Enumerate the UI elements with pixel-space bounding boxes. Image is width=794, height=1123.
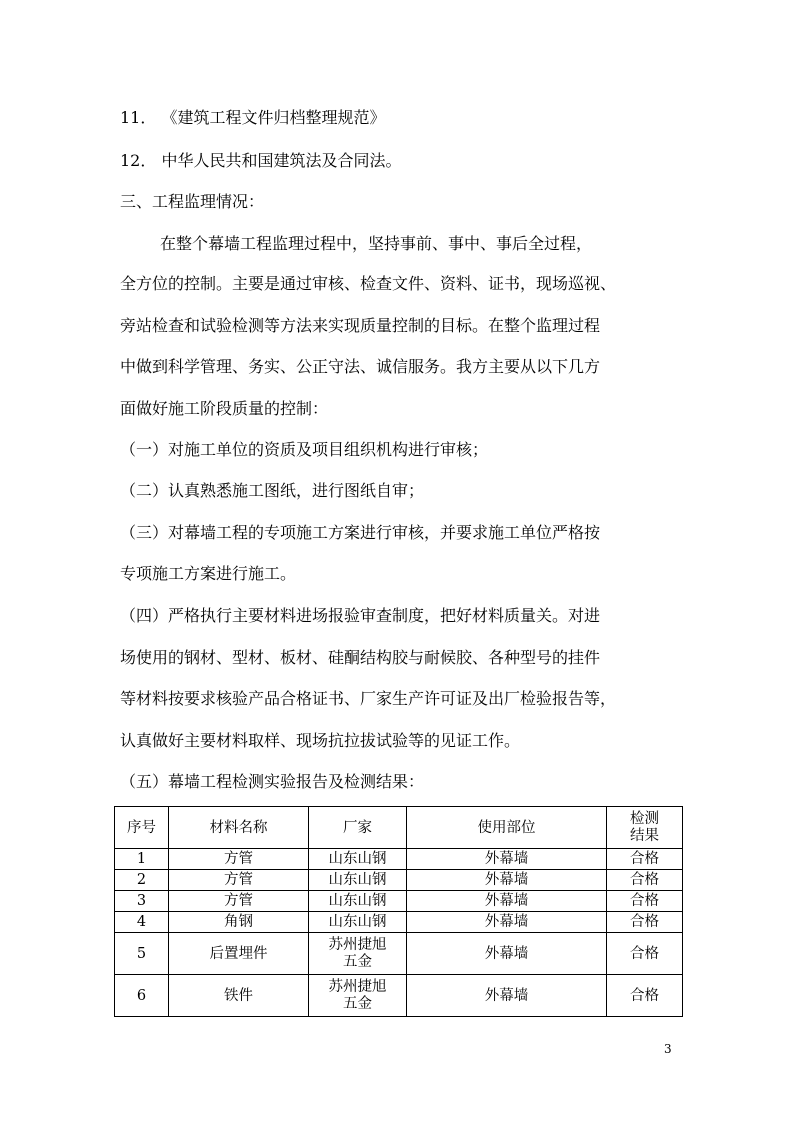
text-line-9: （一）对施工单位的资质及项目组织机构进行审核； <box>120 440 489 459</box>
cell-location: 外幕墙 <box>407 870 607 891</box>
text-line-17: （五）幕墙工程检测实验报告及检测结果： <box>120 772 425 791</box>
cell-manufacturer: 山东山钢 <box>309 870 407 891</box>
cell-location: 外幕墙 <box>407 975 607 1017</box>
text-line-4: 在整个幕墙工程监理过程中，坚持事前、事中、事后全过程， <box>160 234 593 253</box>
cell-manufacturer: 苏州捷旭五金 <box>309 933 407 975</box>
text-line-8: 面做好施工阶段质量的控制： <box>120 399 329 418</box>
cell-material: 角钢 <box>169 912 309 933</box>
text-line-12: 专项施工方案进行施工。 <box>120 564 297 583</box>
cell-location: 外幕墙 <box>407 912 607 933</box>
cell-material: 铁件 <box>169 975 309 1017</box>
cell-location: 外幕墙 <box>407 933 607 975</box>
cell-index: 2 <box>115 870 169 891</box>
cell-index: 3 <box>115 891 169 912</box>
cell-material: 方管 <box>169 870 309 891</box>
table-row <box>115 933 683 975</box>
cell-manufacturer: 苏州捷旭五金 <box>309 975 407 1017</box>
cell-result: 合格 <box>607 933 683 975</box>
cell-result: 合格 <box>607 912 683 933</box>
cell-index: 6 <box>115 975 169 1017</box>
cell-manufacturer: 山东山钢 <box>309 849 407 870</box>
cell-result: 合格 <box>607 891 683 912</box>
table-row <box>115 870 683 891</box>
cell-material: 后置埋件 <box>169 933 309 975</box>
section-heading: 三、工程监理情况： <box>120 192 265 211</box>
page-number: 3 <box>664 1042 672 1056</box>
text-line-1: 11． 《建筑工程文件归档整理规范》 <box>120 108 386 127</box>
cell-result: 合格 <box>607 849 683 870</box>
cell-material: 方管 <box>169 849 309 870</box>
table-row <box>115 912 683 933</box>
cell-material: 方管 <box>169 891 309 912</box>
cell-location: 外幕墙 <box>407 849 607 870</box>
header-cell-material: 材料名称 <box>169 807 309 849</box>
text-line-13: （四）严格执行主要材料进场报验审查制度，把好材料质量关。对进 <box>120 606 601 625</box>
text-line-15: 等材料按要求核验产品合格证书、厂家生产许可证及出厂检验报告等， <box>120 689 617 708</box>
table-row <box>115 849 683 870</box>
text-line-14: 场使用的钢材、型材、板材、硅酮结构胶与耐候胶、各种型号的挂件 <box>120 648 601 667</box>
cell-result: 合格 <box>607 870 683 891</box>
cell-location: 外幕墙 <box>407 891 607 912</box>
cell-result: 合格 <box>607 975 683 1017</box>
table-row <box>115 975 683 1017</box>
text-line-5: 全方位的控制。主要是通过审核、检查文件、资料、证书，现场巡视、 <box>120 274 617 293</box>
header-cell-index: 序号 <box>115 807 169 849</box>
text-line-11: （三）对幕墙工程的专项施工方案进行审核，并要求施工单位严格按 <box>120 523 601 542</box>
text-line-16: 认真做好主要材料取样、现场抗拉拔试验等的见证工作。 <box>120 731 521 750</box>
cell-index: 1 <box>115 849 169 870</box>
text-line-2: 12． 中华人民共和国建筑法及合同法。 <box>120 151 402 170</box>
header-cell-manufacturer: 厂家 <box>309 807 407 849</box>
table-row <box>115 891 683 912</box>
cell-index: 4 <box>115 912 169 933</box>
table-header-row <box>115 807 683 849</box>
text-line-7: 中做到科学管理、务实、公正守法、诚信服务。我方主要从以下几方 <box>120 357 601 376</box>
cell-manufacturer: 山东山钢 <box>309 891 407 912</box>
text-line-6: 旁站检查和试验检测等方法来实现质量控制的目标。在整个监理过程 <box>120 316 601 335</box>
header-cell-location: 使用部位 <box>407 807 607 849</box>
cell-manufacturer: 山东山钢 <box>309 912 407 933</box>
inspection-results-table <box>114 806 683 1017</box>
cell-index: 5 <box>115 933 169 975</box>
header-cell-result: 检测结果 <box>607 807 683 849</box>
text-line-10: （二）认真熟悉施工图纸，进行图纸自审； <box>120 481 425 500</box>
